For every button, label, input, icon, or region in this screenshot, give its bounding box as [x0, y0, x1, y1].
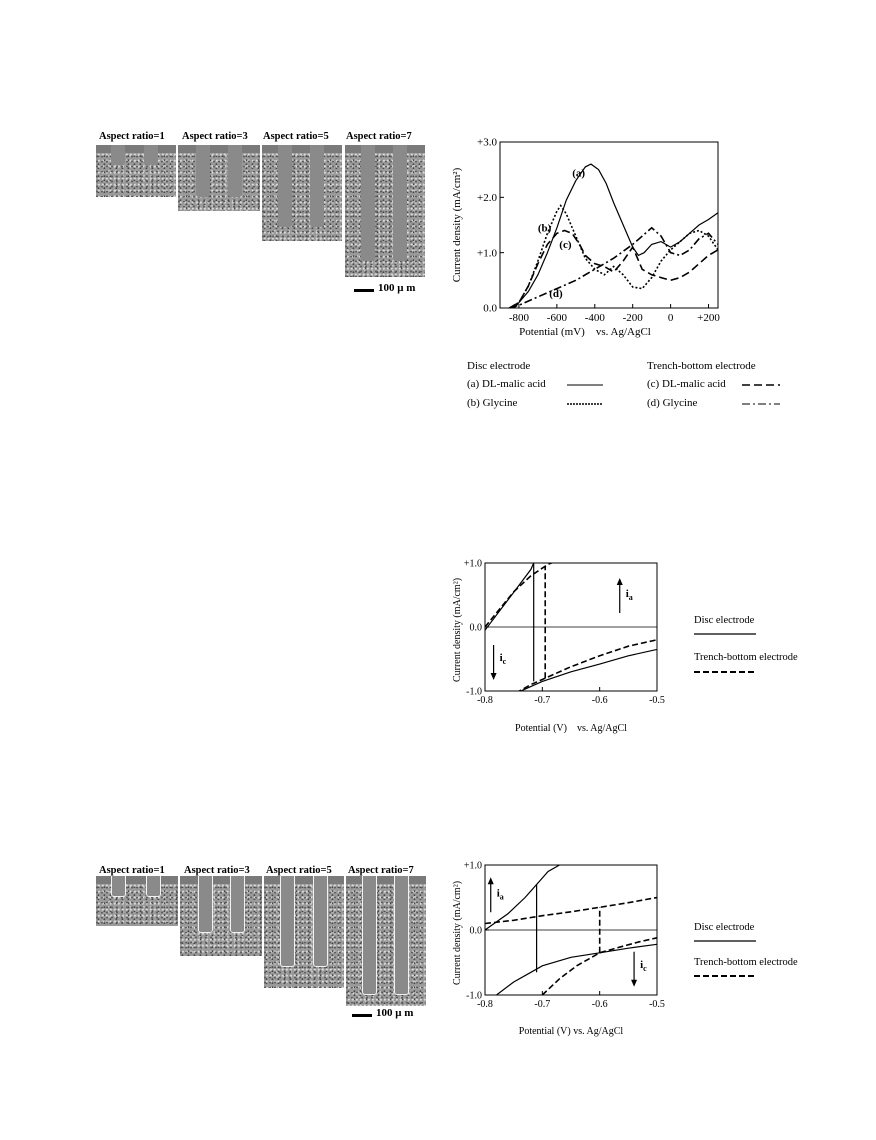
legend-line-samples — [467, 360, 807, 420]
micrograph-tile-ar7 — [346, 876, 426, 1006]
x-tick-label: -0.7 — [534, 999, 551, 1010]
x-tick-label: -0.8 — [477, 695, 493, 706]
chart-2-ticks — [464, 558, 665, 706]
legend-item-a: (a) DL-malic acid — [467, 378, 546, 390]
chart-1-ticks — [477, 137, 720, 324]
chart-3-legend — [692, 922, 812, 992]
chart-2-annotations — [491, 578, 633, 680]
legend-item-d: (d) Glycine — [647, 397, 698, 409]
aspect-ratio-label: Aspect ratio=3 — [182, 131, 248, 142]
legend-swatch-disc — [692, 938, 762, 944]
micrograph-tile-ar5 — [262, 145, 342, 241]
aspect-ratio-label: Aspect ratio=1 — [99, 865, 165, 876]
x-tick-label: -400 — [584, 312, 605, 324]
annotation-arrowhead — [631, 980, 637, 987]
chart-1-legend — [467, 360, 807, 420]
micrograph-panel-2 — [96, 862, 426, 1024]
aspect-ratio-label: Aspect ratio=5 — [263, 131, 329, 142]
micrograph-tile-ar7 — [345, 145, 425, 277]
annotation-arrowhead — [488, 877, 494, 884]
x-axis-label: Potential (V) vs. Ag/AgCl — [518, 1026, 624, 1037]
x-tick-label: -0.6 — [591, 695, 608, 706]
scale-bar-label: 100 μ m — [376, 1007, 414, 1019]
y-tick-label: -1.0 — [466, 686, 482, 698]
aspect-ratio-label: Aspect ratio=7 — [348, 865, 414, 876]
chart-1-labels — [538, 167, 586, 300]
x-tick-label: -600 — [546, 312, 567, 324]
chart-polarization-2 — [440, 860, 670, 1040]
legend-trench-electrode: Trench-bottom electrode — [694, 957, 798, 968]
y-tick-label: -1.0 — [466, 990, 482, 1002]
legend-col1-title: Disc electrode — [467, 360, 531, 372]
micrograph-tile-ar3 — [180, 876, 262, 956]
curve-label-4: (d) — [549, 287, 563, 300]
micrograph-tile-ar1 — [96, 876, 178, 926]
aspect-ratio-label: Aspect ratio=3 — [184, 865, 250, 876]
annotation-label-2: $i_c$ — [640, 958, 647, 973]
legend-item-b: (b) Glycine — [467, 397, 518, 409]
legend-item-c: (c) DL-malic acid — [647, 378, 726, 390]
legend-disc-electrode: Disc electrode — [694, 615, 755, 626]
micrograph-tile-ar5 — [264, 876, 344, 988]
legend-trench-electrode: Trench-bottom electrode — [694, 652, 798, 663]
annotation-label-1: $i_a$ — [496, 887, 504, 902]
y-tick-label: +1.0 — [463, 860, 482, 872]
micrograph-tile-ar1 — [96, 145, 176, 197]
y-tick-label: 0.0 — [483, 302, 497, 315]
x-tick-label: -0.6 — [591, 999, 608, 1010]
chart-3-ticks — [464, 860, 665, 1010]
y-tick-label: +2.0 — [477, 192, 497, 204]
curve-label-1: (a) — [572, 167, 586, 180]
x-tick-label: -200 — [622, 312, 643, 324]
y-tick-label: 0.0 — [469, 925, 482, 937]
y-tick-label: +3.0 — [477, 136, 497, 149]
legend-swatch-trench — [692, 973, 762, 979]
y-axis-label: Current density (mA/cm²) — [451, 167, 463, 283]
annotation-arrowhead — [617, 578, 623, 585]
x-tick-label: -0.5 — [649, 695, 665, 706]
series-line-2 — [497, 944, 658, 995]
chart-2-legend — [692, 615, 812, 685]
y-axis-label: Current density (mA/cm²) — [452, 880, 463, 986]
scale-bar — [354, 289, 374, 292]
aspect-ratio-label: Aspect ratio=5 — [266, 865, 332, 876]
x-axis-label: Potential (mV) vs. Ag/AgCl — [519, 326, 651, 338]
y-tick-label: 0.0 — [469, 622, 482, 634]
annotation-label-2: $i_c$ — [499, 652, 507, 666]
x-tick-label: +200 — [697, 312, 720, 324]
legend-col2-title: Trench-bottom electrode — [647, 360, 756, 372]
aspect-ratio-label: Aspect ratio=7 — [346, 131, 412, 142]
scale-bar-label: 100 μ m — [378, 282, 416, 294]
chart-3-annotations — [488, 877, 647, 987]
x-tick-label: -0.8 — [477, 999, 493, 1010]
series-line-4 — [485, 560, 560, 627]
series-line-2 — [485, 649, 657, 713]
x-axis-label: Potential (V) vs. Ag/AgCl — [515, 723, 627, 734]
annotation-arrowhead — [491, 673, 497, 680]
x-tick-label: 0 — [667, 312, 674, 324]
scale-bar — [352, 1014, 372, 1017]
curve-label-3: (c) — [559, 239, 572, 252]
annotation-label-1: $i_a$ — [625, 588, 633, 602]
x-tick-label: -0.5 — [649, 999, 665, 1010]
chart-polarization-1 — [440, 558, 670, 738]
chart-1-series — [510, 164, 719, 308]
micrograph-panel-1 — [96, 128, 426, 298]
x-tick-label: -0.7 — [534, 695, 551, 706]
chart-2-series — [485, 560, 657, 714]
chart-cv-curves — [440, 128, 740, 350]
y-tick-label: +1.0 — [477, 247, 497, 260]
legend-disc-electrode: Disc electrode — [694, 922, 755, 933]
y-axis-label: Current density (mA/cm²) — [452, 577, 463, 683]
aspect-ratio-label: Aspect ratio=1 — [99, 131, 165, 142]
y-tick-label: +1.0 — [463, 558, 482, 570]
micrograph-tile-ar3 — [178, 145, 260, 211]
legend-swatch-trench — [692, 669, 762, 675]
curve-label-2: (b) — [537, 222, 552, 235]
legend-swatch-disc — [692, 631, 762, 637]
x-tick-label: -800 — [508, 312, 530, 324]
